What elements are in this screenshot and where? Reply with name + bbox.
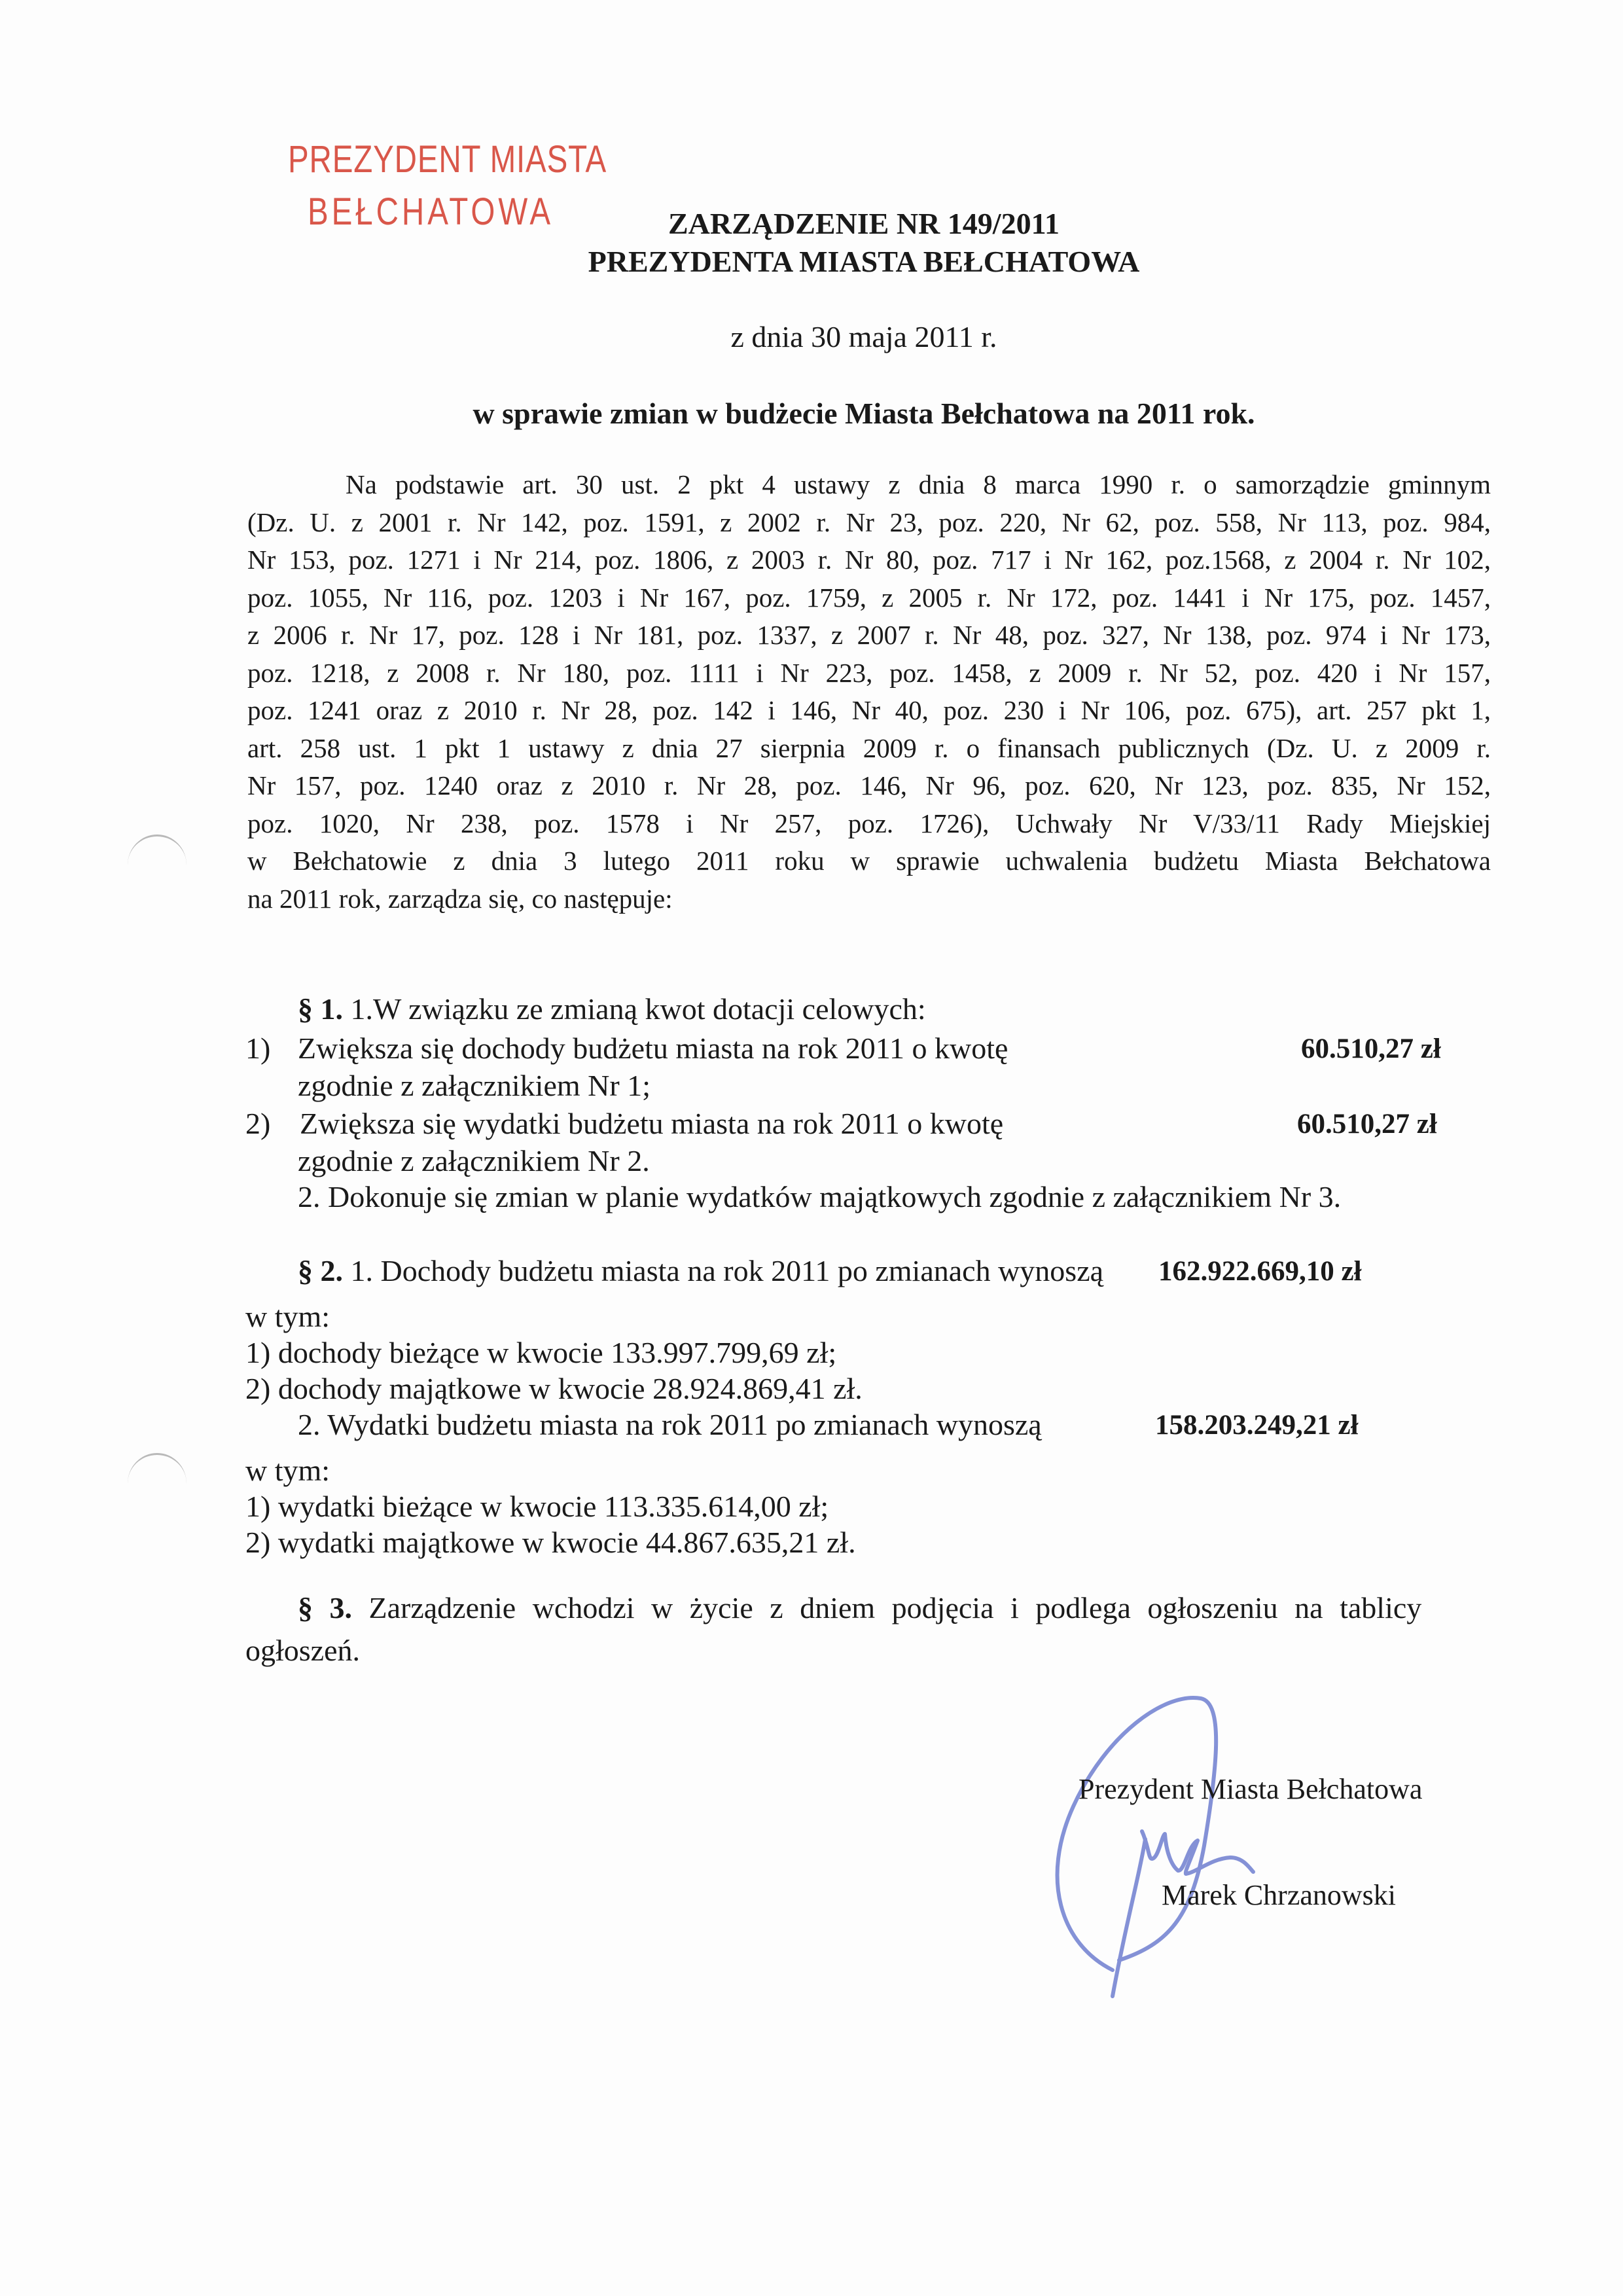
preamble-line: art. 258 ust. 1 pkt 1 ustawy z dnia 27 sierpnia 2009 r. o finansach publicznych (Dz. U. z 2009 r.	[247, 732, 1491, 763]
section-1-intro	[298, 992, 926, 1026]
preamble-line: Nr 157, poz. 1240 oraz z 2010 r. Nr 28, poz. 146, Nr 96, poz. 620, Nr 123, poz. 835, Nr 152,	[247, 770, 1491, 800]
section-2-point-1-wtym: w tym:	[245, 1300, 330, 1333]
preamble-line: (Dz. U. z 2001 r. Nr 142, poz. 1591, z 2002 r. Nr 23, poz. 220, Nr 62, poz. 558, Nr 113, poz. 984,	[247, 507, 1491, 537]
document-date: z dnia 30 maja 2011 r.	[730, 320, 997, 353]
document-title: ZARZĄDZENIE NR 149/2011	[668, 207, 1060, 240]
stamp-line-2: BEŁCHATOWA	[308, 190, 554, 233]
section-1-item-2-continuation: zgodnie z załącznikiem Nr 2.	[298, 1144, 650, 1177]
preamble-line: z 2006 r. Nr 17, poz. 128 i Nr 181, poz. 1337, z 2007 r. Nr 48, poz. 327, Nr 138, poz. 974 i Nr 173,	[247, 620, 1491, 650]
section-2-point-2-text: 2. Wydatki budżetu miasta na rok 2011 po zmianach wynoszą	[298, 1408, 1042, 1441]
section-1-intro-text: 1.W związku ze zmianą kwot dotacji celowych:	[343, 992, 926, 1026]
section-1-item-2-text: Zwiększa się wydatki budżetu miasta na rok 2011 o kwotę	[300, 1107, 1004, 1140]
preamble-line: poz. 1218, z 2008 r. Nr 180, poz. 1111 i Nr 223, poz. 1458, z 2009 r. Nr 52, poz. 420 i Nr 157,	[247, 657, 1491, 688]
signatory-title: Prezydent Miasta Bełchatowa	[1079, 1773, 1423, 1805]
hole-punch-mark	[128, 834, 187, 895]
section-1-item-2-number: 2)	[245, 1107, 271, 1140]
document-issuer: PREZYDENTA MIASTA BEŁCHATOWA	[588, 245, 1140, 278]
legal-basis-preamble	[247, 466, 1491, 918]
handwritten-signature	[1014, 1662, 1538, 2003]
section-2-point-1-text: 1. Dochody budżetu miasta na rok 2011 po zmianach wynoszą	[343, 1254, 1104, 1287]
section-3-line-2: ogłoszeń.	[245, 1634, 361, 1667]
section-3-text: Zarządzenie wchodzi w życie z dniem podjęcia i podlega ogłoszeniu na tablicy	[352, 1591, 1422, 1624]
preamble-line: na 2011 rok, zarządza się, co następuje:	[247, 883, 673, 914]
stamp-line-1: PREZYDENT MIASTA	[288, 138, 607, 181]
hole-punch-mark	[128, 1453, 187, 1514]
signatory-name: Marek Chrzanowski	[1162, 1879, 1397, 1911]
section-2-current-expenditure: 1) wydatki bieżące w kwocie 113.335.614,00 zł;	[245, 1490, 829, 1523]
section-3-number: § 3.	[298, 1591, 352, 1624]
section-1-item-2-amount: 60.510,27 zł	[1297, 1109, 1437, 1139]
section-2-point-2-wtym: w tym:	[245, 1454, 330, 1487]
section-2-number: § 2.	[298, 1254, 343, 1287]
section-1-item-1-number: 1)	[245, 1031, 271, 1065]
section-2-point-1	[298, 1253, 1103, 1288]
preamble-line: w Bełchatowie z dnia 3 lutego 2011 roku w sprawie uchwalenia budżetu Miasta Bełchatowa	[247, 846, 1491, 876]
section-2-current-revenue: 1) dochody bieżące w kwocie 133.997.799,69 zł;	[245, 1336, 837, 1369]
section-1-item-1-amount: 60.510,27 zł	[1301, 1033, 1441, 1064]
section-1-item-1-text: Zwiększa się dochody budżetu miasta na rok 2011 o kwotę	[298, 1031, 1008, 1065]
preamble-line: Na podstawie art. 30 ust. 2 pkt 4 ustawy z dnia 8 marca 1990 r. o samorządzie gminnym	[346, 469, 1491, 499]
section-2-capital-revenue: 2) dochody majątkowe w kwocie 28.924.869,41 zł.	[245, 1372, 863, 1405]
section-2-expenditure-total: 158.203.249,21 zł	[1155, 1410, 1359, 1441]
document-subject: w sprawie zmian w budżecie Miasta Bełchatowa na 2011 rok.	[473, 397, 1255, 430]
section-2-capital-expenditure: 2) wydatki majątkowe w kwocie 44.867.635,21 zł.	[245, 1526, 856, 1559]
section-1-point-2: 2. Dokonuje się zmian w planie wydatków majątkowych zgodnie z załącznikiem Nr 3.	[298, 1180, 1342, 1213]
section-1-item-1-continuation: zgodnie z załącznikiem Nr 1;	[298, 1069, 651, 1102]
preamble-line: Nr 153, poz. 1271 i Nr 214, poz. 1806, z 2003 r. Nr 80, poz. 717 i Nr 162, poz.1568, z 2004 r. Nr 102,	[247, 545, 1491, 575]
section-2-revenue-total: 162.922.669,10 zł	[1158, 1256, 1362, 1287]
preamble-line: poz. 1055, Nr 116, poz. 1203 i Nr 167, poz. 1759, z 2005 r. Nr 172, poz. 1441 i Nr 175, poz. 1457,	[247, 582, 1491, 613]
preamble-line: poz. 1241 oraz z 2010 r. Nr 28, poz. 142 i 146, Nr 40, poz. 230 i Nr 106, poz. 675), art. 257 pkt 1,	[247, 695, 1491, 725]
section-3-line-1	[298, 1590, 1421, 1625]
section-1-number: § 1.	[298, 992, 343, 1026]
preamble-line: poz. 1020, Nr 238, poz. 1578 i Nr 257, poz. 1726), Uchwały Nr V/33/11 Rady Miejskiej	[247, 808, 1491, 838]
